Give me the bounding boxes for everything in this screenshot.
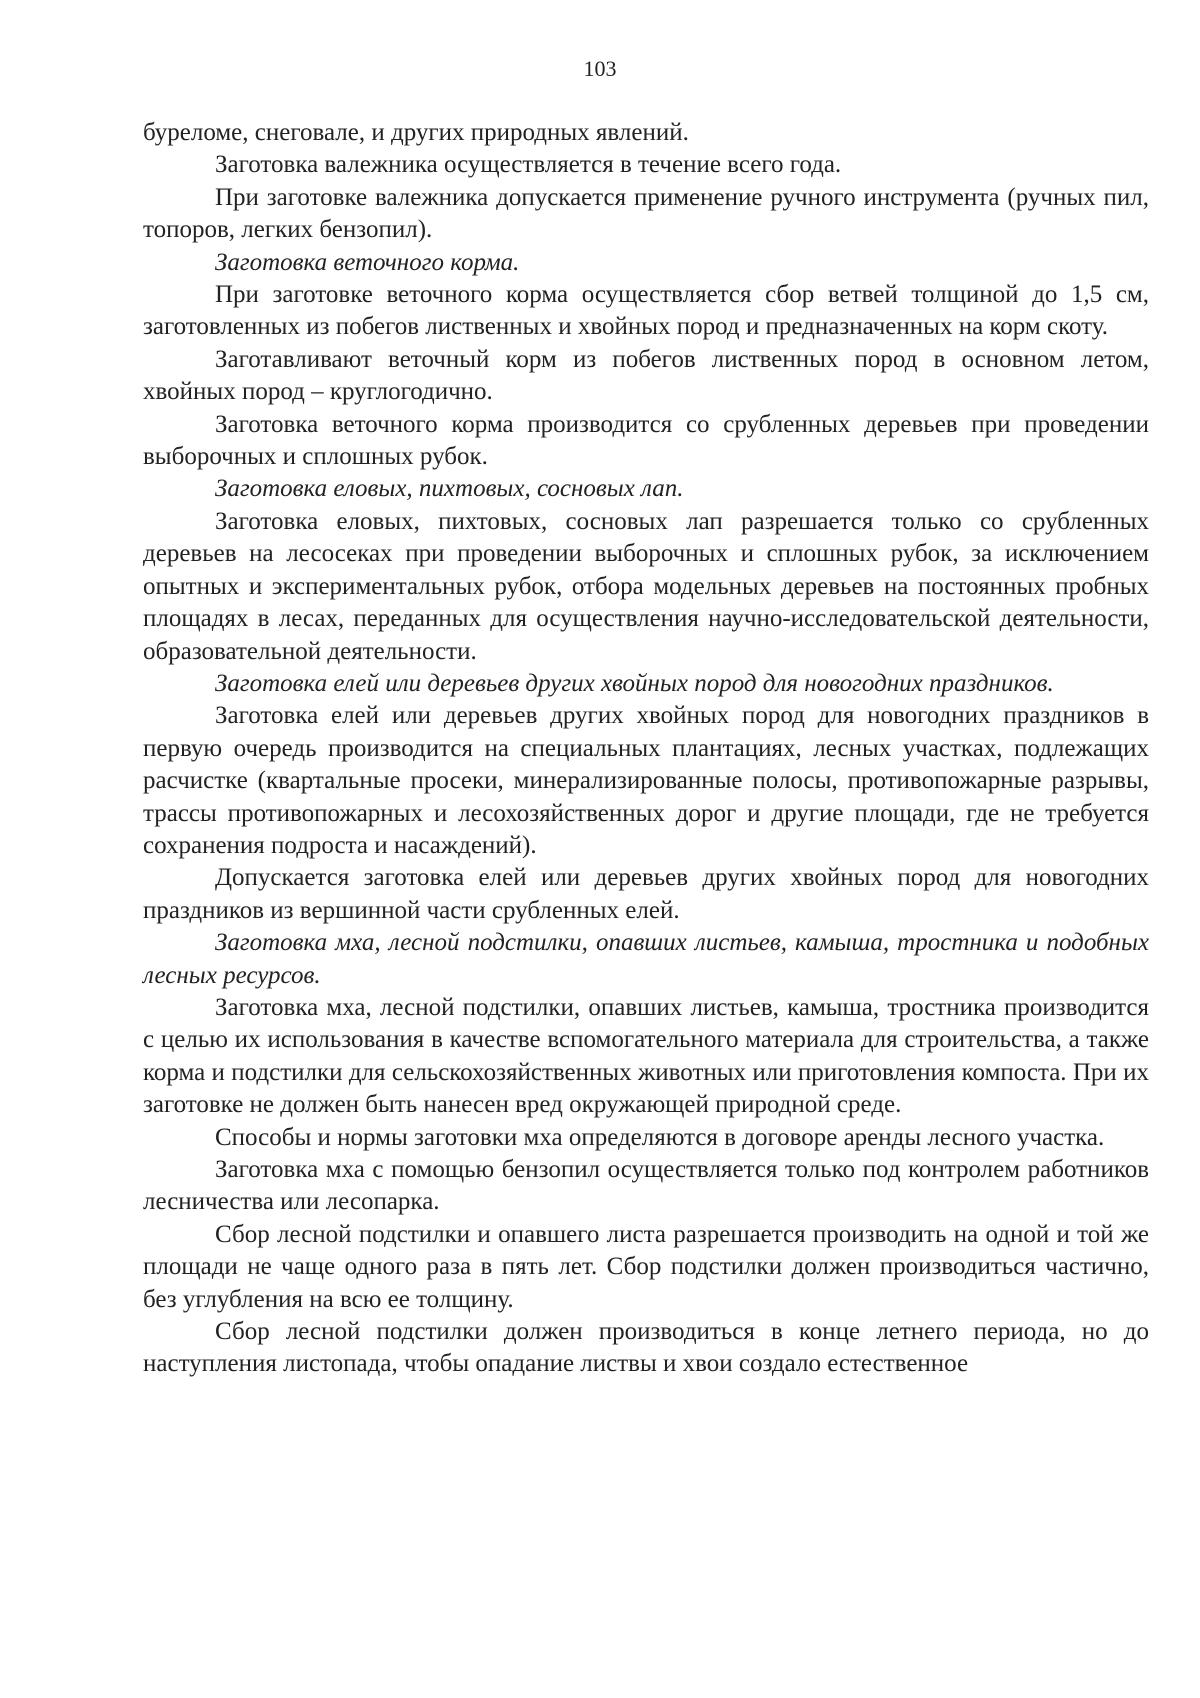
- paragraph: Заготавливают веточный корм из побегов лиственных пород в основном летом, хвойных пород – круглогодично.: [143, 345, 1149, 406]
- document-body: [143, 117, 1149, 1381]
- section-heading: Заготовка елей или деревьев других хвойных пород для новогодних праздников.: [215, 669, 1054, 697]
- paragraph: буреломе, снеговале, и других природных явлений.: [143, 119, 689, 146]
- paragraph: Заготовка валежника осуществляется в течение всего года.: [215, 151, 842, 179]
- page-number: 103: [583, 56, 617, 81]
- paragraph: Заготовка веточного корма производится со срубленных деревьев при проведении выборочных и сплошных рубок.: [143, 410, 1149, 471]
- paragraph: При заготовке веточного корма осуществляется сбор ветвей толщиной до 1,5 см, заготовленных из побегов лиственных и хвойных пород и предназначенных на корм скоту.: [143, 281, 1149, 341]
- paragraph: Заготовка елей или деревьев других хвойных пород для новогодних праздников в первую очередь производится на специальных плантациях, лесных участках, подлежащих расчистке (квартальные просеки, минерализированные полосы, противопожарные разрывы, трассы противопожарных и лесохозяйственных дорог и другие площади, где не требуется сохранения подроста и насаждений).: [143, 702, 1149, 859]
- paragraph: Сбор лесной подстилки и опавшего листа разрешается производить на одной и той же площади не чаще одного раза в пять лет. Сбор подстилки должен производиться частично, без углубления на всю ее толщину.: [143, 1220, 1149, 1313]
- paragraph: Заготовка еловых, пихтовых, сосновых лап разрешается только со срубленных деревьев на лесосеках при проведении выборочных и сплошных рубок, за исключением опытных и экспериментальных рубок, отбора модельных деревьев на постоянных пробных площадях в лесах, переданных для осуществления научно-исследовательской деятельности, образовательной деятельности.: [143, 507, 1149, 665]
- paragraph: Способы и нормы заготовки мха определяются в договоре аренды лесного участка.: [215, 1123, 1105, 1151]
- paragraph: Допускается заготовка елей или деревьев других хвойных пород для новогодних праздников из вершинной части срубленных елей.: [143, 864, 1149, 924]
- paragraph: Заготовка мха с помощью бензопил осуществляется только под контролем работников лесничества или лесопарка.: [143, 1156, 1149, 1216]
- section-heading: Заготовка еловых, пихтовых, сосновых лап.: [215, 475, 684, 503]
- paragraph: При заготовке валежника допускается применение ручного инструмента (ручных пил, топоров, легких бензопил).: [143, 183, 1149, 244]
- paragraph: Заготовка мха, лесной подстилки, опавших листьев, камыша, тростника производится с целью их использования в качестве вспомогательного материала для строительства, а также корма и подстилки для сельскохозяйственных животных или приготовления компоста. При их заготовке не должен быть нанесен вред окружающей природной среде.: [143, 993, 1149, 1119]
- section-heading: Заготовка мха, лесной подстилки, опавших листьев, камыша, тростника и подобных лесных ресурсов.: [143, 929, 1149, 989]
- section-heading: Заготовка веточного корма.: [215, 248, 520, 276]
- paragraph: Сбор лесной подстилки должен производиться в конце летнего периода, но до наступления листопада, чтобы опадание листвы и хвои создало естественное: [143, 1318, 1149, 1378]
